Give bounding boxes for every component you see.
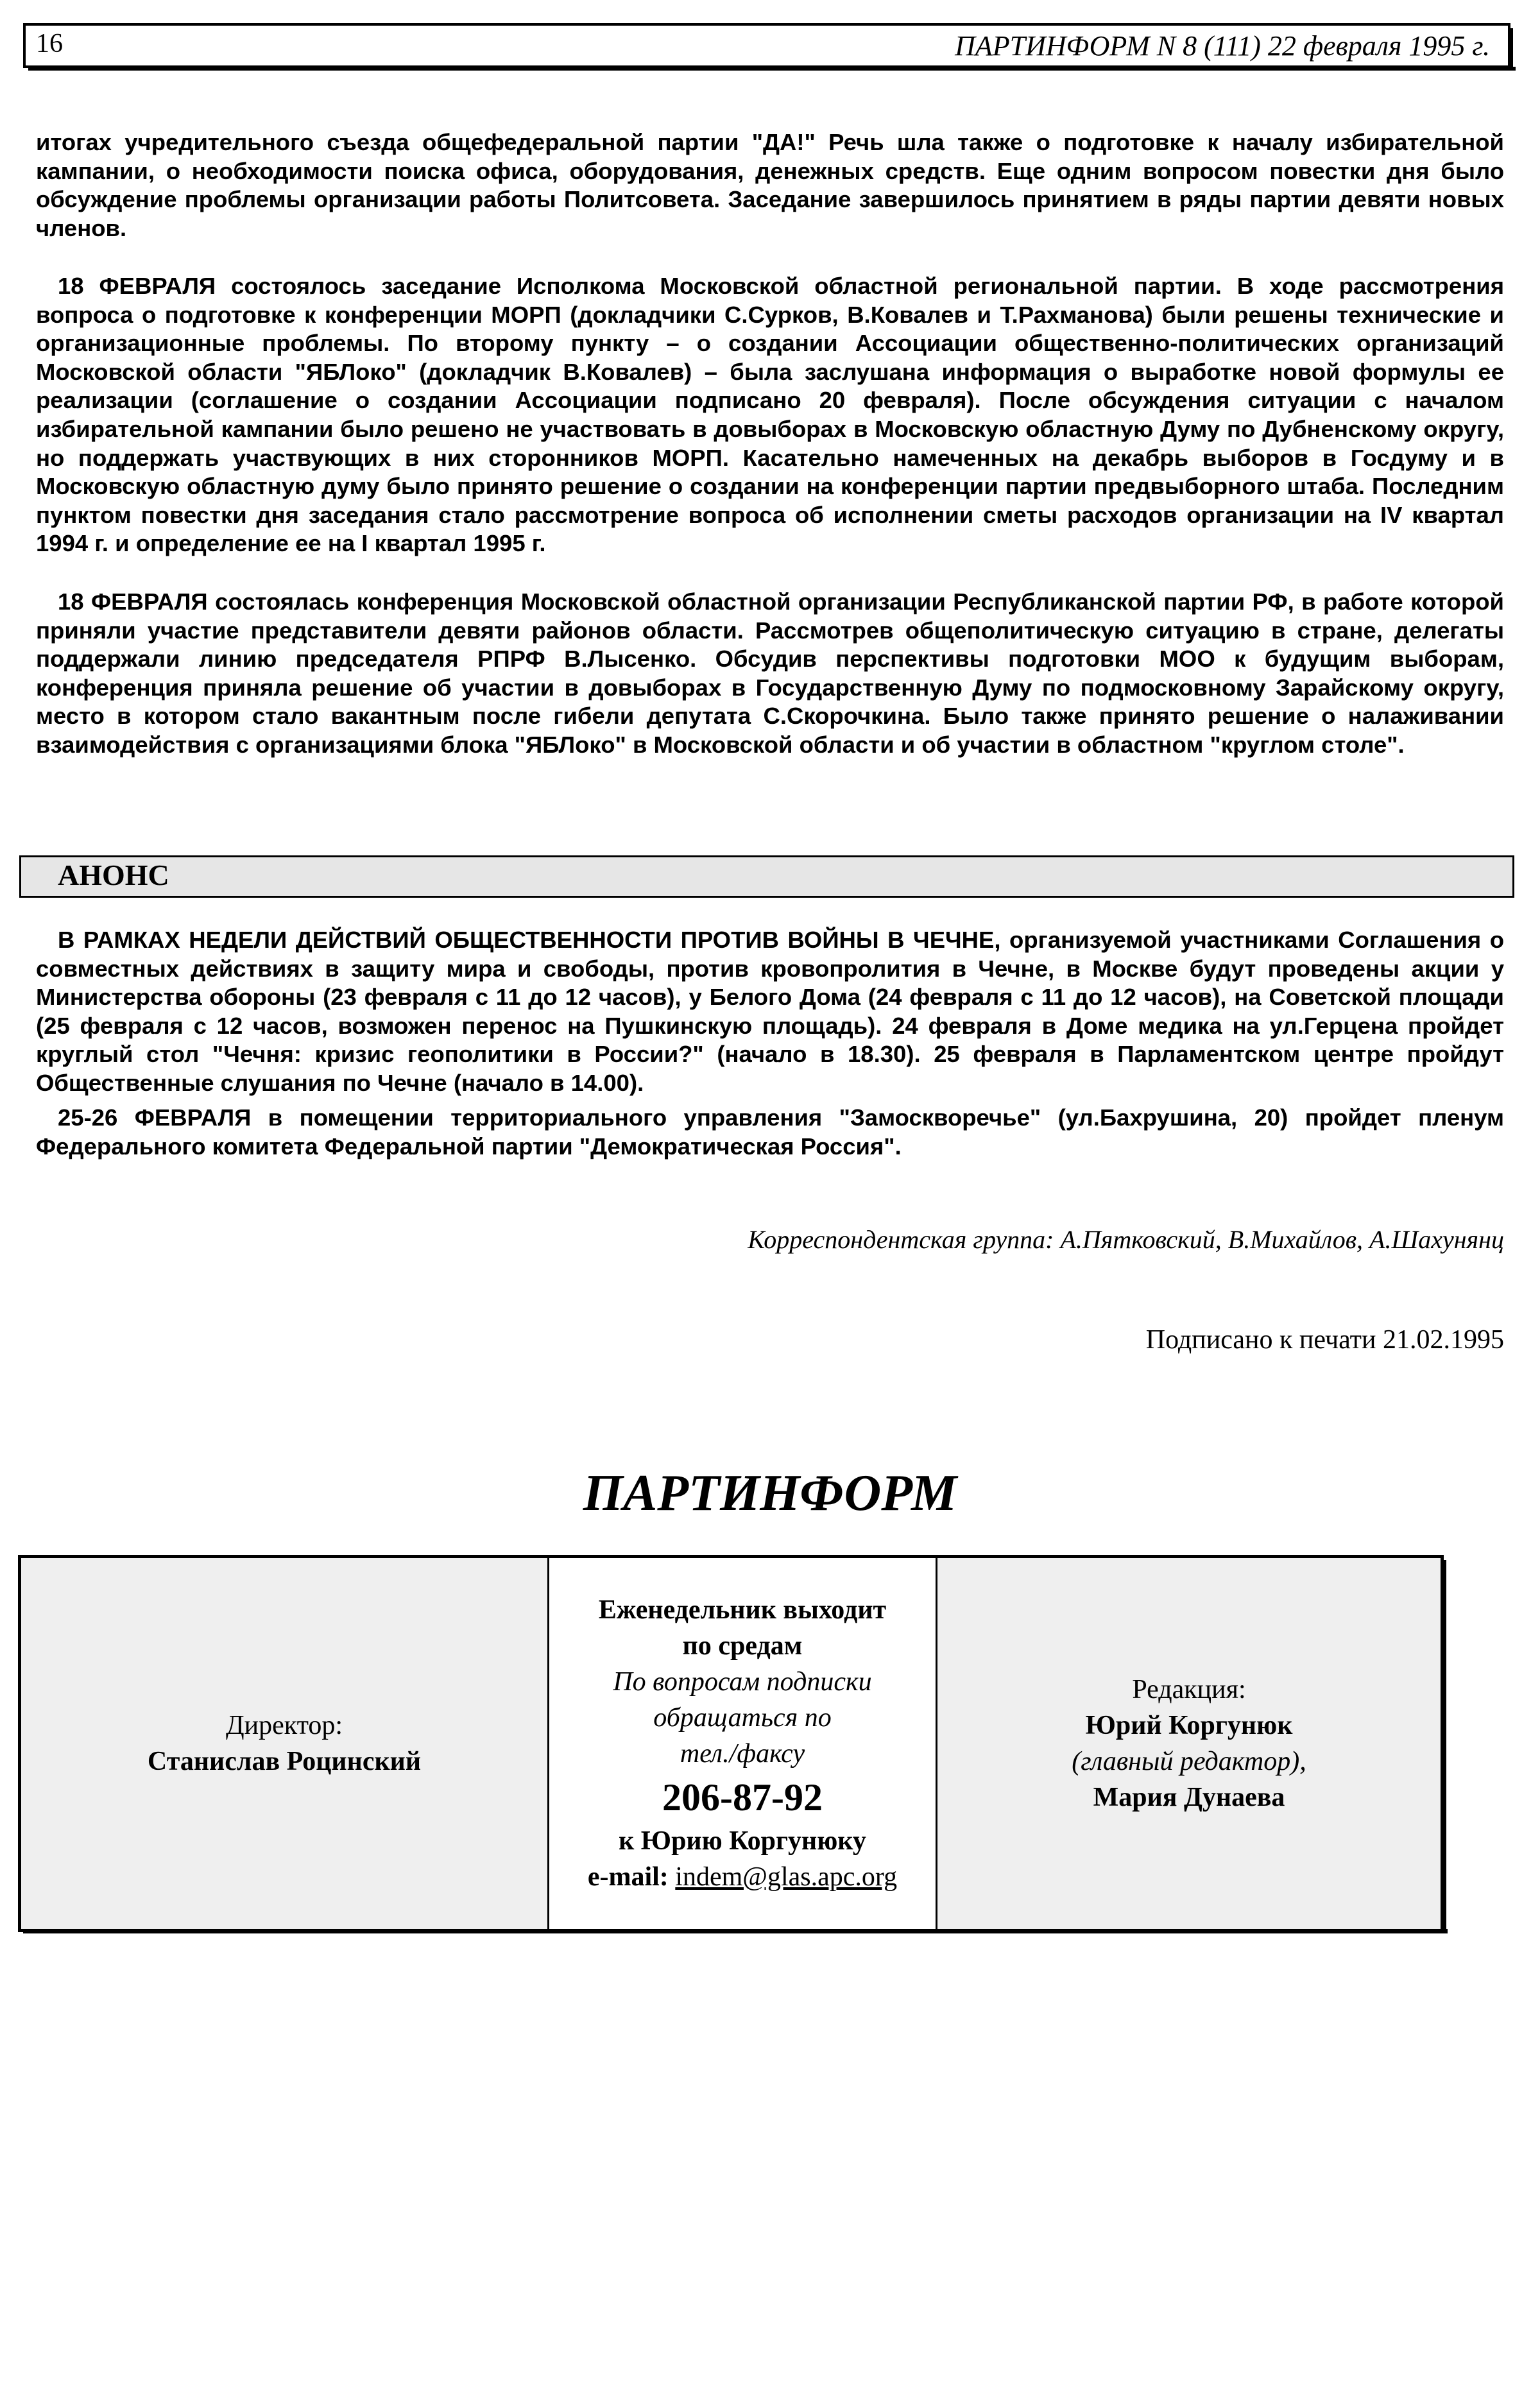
phone-number: 206-87-92 xyxy=(662,1776,823,1819)
print-signed-date: Подписано к печати 21.02.1995 xyxy=(1145,1325,1504,1355)
paragraph-party-congress: итогах учредительного съезда общефедеральной партии "ДА!" Речь шла также о подготовке к началу избирательной кампании, о необходимости поиска офиса, оборудования, денежных средств. Еще одним вопросом повестки дня было обсуждение проблемы организации работы Политсовета. Заседание завершилось принятием в ряды партии девяти новых членов. xyxy=(36,129,1504,241)
editor-name: Юрий Коргунюк xyxy=(1085,1711,1293,1740)
correspondents-credit: Корреспондентская группа: А.Пятковский, В.Михайлов, А.Шахунянц xyxy=(748,1225,1504,1254)
subscription-line-3: тел./факсу xyxy=(680,1739,805,1769)
phone-contact: к Юрию Коргунюку xyxy=(619,1826,866,1856)
editorial-label: Редакция: xyxy=(1132,1675,1246,1704)
subscription-line-1: По вопросам подписки xyxy=(613,1667,872,1697)
issue-title: ПАРТИНФОРМ N 8 (111) 22 февраля 1995 г. xyxy=(955,30,1490,62)
email-line xyxy=(588,1859,897,1895)
email-link[interactable]: indem@glas.apc.org xyxy=(675,1862,898,1892)
anons-heading: АНОНС xyxy=(58,859,169,891)
masthead-title: ПАРТИНФОРМ xyxy=(583,1465,957,1521)
anons-section-bar xyxy=(19,855,1514,898)
email-label: e-mail: xyxy=(587,1862,669,1892)
paragraph-rprf-conference: 18 ФЕВРАЛЯ состоялась конференция Московской областной организации Республиканской партии РФ, в работе которой приняли участие представители девяти районов области. Рассмотрев общеполитическую ситуацию в стране, делегаты поддержали линию председателя РПРФ В.Лысенко. Обсудив перспективы подготовки МОО к будущим выборам, конференция приняла решение об участии в довыборах в Государственную Думу по подмосковному Зарайскому округу, место в котором стало вакантным после гибели депутата С.Скорочкина. Было также принято решение о налаживании взаимодействия с организациями блока "ЯБЛоко" в Московской области и об участии в областном "круглом столе". xyxy=(36,588,1504,758)
director-name: Станислав Роцинский xyxy=(147,1747,422,1776)
paragraph-morp-executive: 18 ФЕВРАЛЯ состоялось заседание Исполкома Московской областной региональной партии. В ходе рассмотрения вопроса о подготовке к конференции МОРП (докладчики С.Сурков, В.Ковалев и Т.Рахманова) были решены технические и организационные проблемы. По второму пункту – о создании Ассоциации общественно-политических организаций Московской области "ЯБЛоко" (докладчик В.Ковалев) – была заслушана информация о выработке новой формулы ее реализации (соглашение о создании Ассоциации подписано 20 февраля). После обсуждения ситуации с началом избирательной кампании было решено не участвовать в довыборах в Московскую областную Думу по Дубненскому округу, но поддержать участвующих в них сторонников МОРП. Касательно намеченных на декабрь выборов в Госдуму и в Московскую областную думу было принято решение о создании на конференции партии предвыборного штаба. Последним пунктом повестки дня заседания стало рассмотрение вопроса об исполнении сметы расходов организации на IV квартал 1994 г. и определение ее на I квартал 1995 г. xyxy=(36,273,1504,557)
subscription-cell xyxy=(549,1558,937,1929)
paragraph-dr-plenum: 25-26 ФЕВРАЛЯ в помещении территориального управления "Замоскворечье" (ул.Бахрушина, 20) пройдет пленум Федерального комитета Федеральной партии "Демократическая Россия". xyxy=(36,1104,1504,1160)
editor2-name: Мария Дунаева xyxy=(1093,1783,1285,1812)
subscription-line-2: обращаться по xyxy=(653,1703,832,1733)
page-number: 16 xyxy=(36,29,63,58)
masthead-info-table xyxy=(18,1555,1444,1932)
director-cell xyxy=(21,1558,549,1929)
weekly-line-2: по средам xyxy=(682,1631,803,1661)
director-label: Директор: xyxy=(225,1711,343,1740)
editorial-cell xyxy=(937,1558,1441,1929)
paragraph-anti-war-week: В РАМКАХ НЕДЕЛИ ДЕЙСТВИЙ ОБЩЕСТВЕННОСТИ ПРОТИВ ВОЙНЫ В ЧЕЧНЕ, организуемой участниками Соглашения о совместных действиях в защиту мира и свободы, против кровопролития в Чечне, в Москве будут проведены акции у Министерства обороны (23 февраля с 11 до 12 часов), у Белого Дома (24 февраля с 11 до 12 часов), на Советской площади (25 февраля с 12 часов, возможен перенос на Пушкинскую площадь). 24 февраля в Доме медика на ул.Герцена пройдет круглый стол "Чечня: кризис геополитики в России?" (начало в 18.30). 25 февраля в Парламентском центре пройдут Общественные слушания по Чечне (начало в 14.00). xyxy=(36,927,1504,1096)
editor-role: (главный редактор), xyxy=(1072,1747,1306,1776)
weekly-line-1: Еженедельник выходит xyxy=(598,1595,887,1625)
